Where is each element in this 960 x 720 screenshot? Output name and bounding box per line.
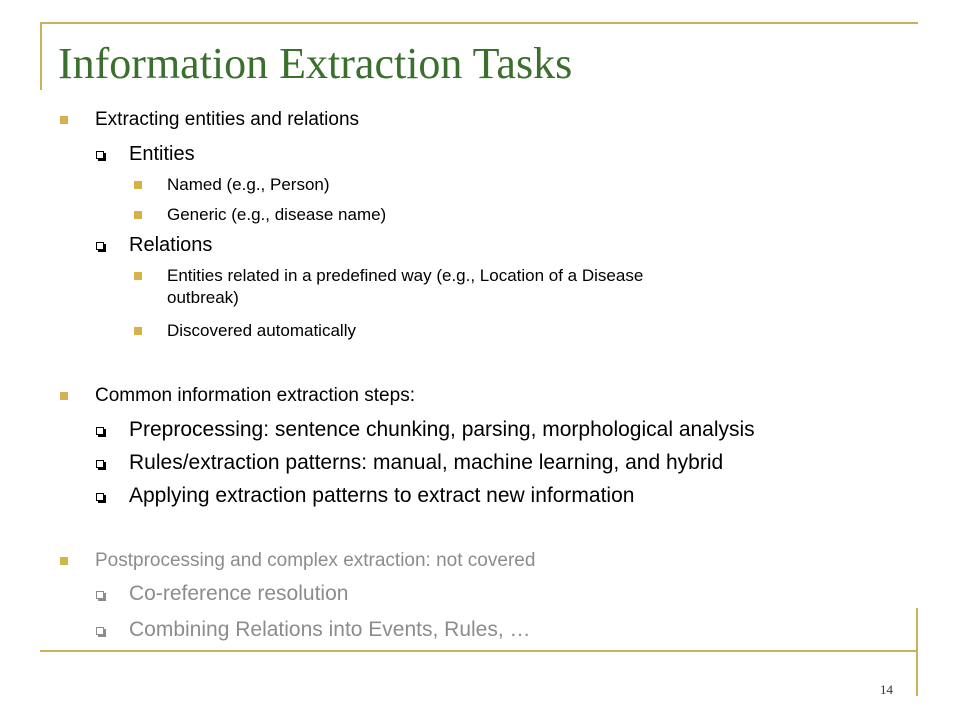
bullet-text: Postprocessing and complex extraction: not covered xyxy=(95,550,536,571)
hollow-square-bullet-icon xyxy=(96,427,104,435)
bullet-steps xyxy=(60,384,415,408)
step-text: Rules/extraction patterns: manual, machine learning, and hybrid xyxy=(129,451,724,474)
list-item-text: Discovered automatically xyxy=(167,321,356,340)
bullet-postprocessing xyxy=(60,549,535,573)
step-rules xyxy=(96,449,723,477)
list-item-related xyxy=(134,265,643,287)
top-rule xyxy=(40,22,918,24)
right-rule xyxy=(916,608,918,696)
bottom-rule xyxy=(40,650,918,652)
square-bullet-icon xyxy=(134,211,142,219)
hollow-square-bullet-icon xyxy=(96,460,104,468)
postprocessing-combining xyxy=(96,616,531,644)
list-item-discovered xyxy=(134,320,356,342)
square-bullet-icon xyxy=(134,327,142,335)
postprocessing-text: Combining Relations into Events, Rules, … xyxy=(129,618,531,641)
slide-title: Information Extraction Tasks xyxy=(58,39,573,88)
step-applying xyxy=(96,482,634,510)
list-item-named xyxy=(134,174,330,196)
list-item-text: Generic (e.g., disease name) xyxy=(167,205,387,224)
square-bullet-icon xyxy=(134,272,142,280)
sub-bullet-entities xyxy=(96,141,195,167)
sub-bullet-relations xyxy=(96,232,212,258)
postprocessing-coreference xyxy=(96,580,348,608)
step-preprocessing xyxy=(96,416,755,444)
list-item-text: outbreak) xyxy=(167,288,239,307)
page-number: 14 xyxy=(880,682,893,697)
hollow-square-bullet-icon xyxy=(96,493,104,501)
square-bullet-icon xyxy=(134,181,142,189)
bullet-text: Extracting entities and relations xyxy=(95,109,360,130)
hollow-square-bullet-icon xyxy=(96,591,104,599)
step-text: Preprocessing: sentence chunking, parsing, morphological analysis xyxy=(129,418,755,441)
hollow-square-bullet-icon xyxy=(96,151,104,159)
bullet-text: Common information extraction steps: xyxy=(95,385,415,406)
sub-bullet-text: Entities xyxy=(129,143,195,165)
square-bullet-icon xyxy=(60,557,68,565)
hollow-square-bullet-icon xyxy=(96,627,104,635)
bullet-extracting xyxy=(60,108,359,132)
postprocessing-text: Co-reference resolution xyxy=(129,582,349,605)
sub-bullet-text: Relations xyxy=(129,234,213,256)
list-item-text: Entities related in a predefined way (e.g., Location of a Disease xyxy=(167,266,644,285)
hollow-square-bullet-icon xyxy=(96,242,104,250)
list-item-text: Named (e.g., Person) xyxy=(167,175,330,194)
square-bullet-icon xyxy=(60,116,68,124)
list-item-related-continued xyxy=(167,287,239,309)
square-bullet-icon xyxy=(60,392,68,400)
step-text: Applying extraction patterns to extract new information xyxy=(129,484,635,507)
list-item-generic xyxy=(134,204,386,226)
left-rule xyxy=(40,22,42,90)
